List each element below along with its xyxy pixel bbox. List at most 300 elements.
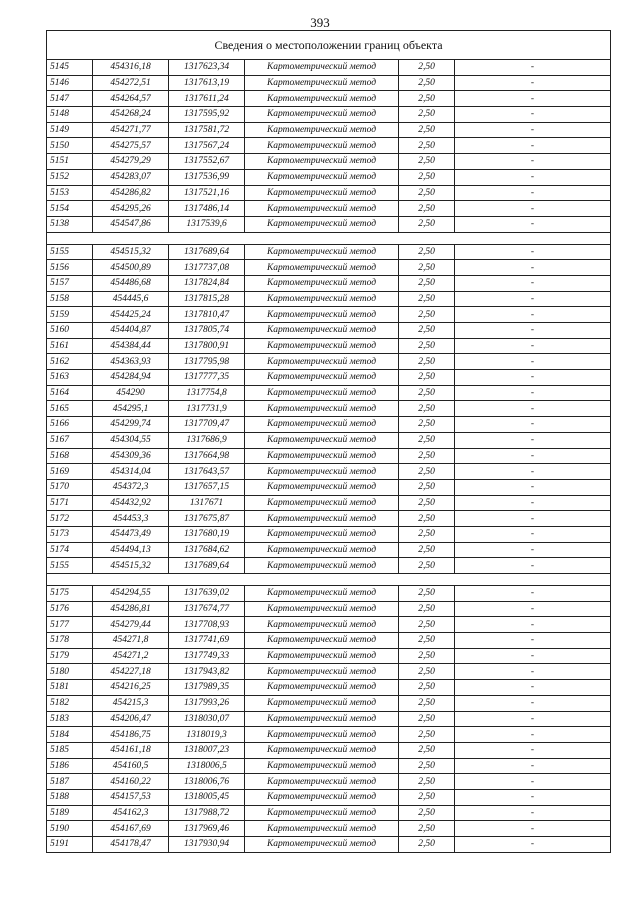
coord-x: 454160,22 bbox=[93, 774, 169, 790]
method: Картометрический метод bbox=[245, 91, 399, 107]
accuracy: 2,50 bbox=[399, 107, 455, 123]
accuracy: 2,50 bbox=[399, 680, 455, 696]
coord-x: 454432,92 bbox=[93, 495, 169, 511]
description: - bbox=[455, 464, 611, 480]
coord-y: 1317552,67 bbox=[169, 154, 245, 170]
description: - bbox=[455, 448, 611, 464]
method: Картометрический метод bbox=[245, 338, 399, 354]
coord-y: 1317536,99 bbox=[169, 169, 245, 185]
method: Картометрический метод bbox=[245, 370, 399, 386]
accuracy: 2,50 bbox=[399, 154, 455, 170]
table-row bbox=[47, 338, 611, 354]
point-number: 5170 bbox=[47, 479, 93, 495]
point-number: 5178 bbox=[47, 633, 93, 649]
coord-x: 454178,47 bbox=[93, 837, 169, 853]
point-number: 5180 bbox=[47, 664, 93, 680]
method: Картометрический метод bbox=[245, 107, 399, 123]
accuracy: 2,50 bbox=[399, 138, 455, 154]
point-number: 5149 bbox=[47, 122, 93, 138]
point-number: 5163 bbox=[47, 370, 93, 386]
coord-x: 454372,3 bbox=[93, 479, 169, 495]
description: - bbox=[455, 385, 611, 401]
coord-y: 1317657,15 bbox=[169, 479, 245, 495]
accuracy: 2,50 bbox=[399, 216, 455, 232]
coord-y: 1317969,46 bbox=[169, 821, 245, 837]
accuracy: 2,50 bbox=[399, 511, 455, 527]
description: - bbox=[455, 169, 611, 185]
coord-x: 454384,44 bbox=[93, 338, 169, 354]
point-number: 5175 bbox=[47, 586, 93, 602]
method: Картометрический метод bbox=[245, 821, 399, 837]
point-number: 5191 bbox=[47, 837, 93, 853]
coord-y: 1317741,69 bbox=[169, 633, 245, 649]
coord-y: 1318019,3 bbox=[169, 727, 245, 743]
point-number: 5166 bbox=[47, 417, 93, 433]
point-number: 5185 bbox=[47, 742, 93, 758]
coord-x: 454206,47 bbox=[93, 711, 169, 727]
method: Картометрический метод bbox=[245, 774, 399, 790]
coord-x: 454445,6 bbox=[93, 291, 169, 307]
coord-y: 1317754,8 bbox=[169, 385, 245, 401]
method: Картометрический метод bbox=[245, 154, 399, 170]
table-row bbox=[47, 401, 611, 417]
coord-y: 1318006,76 bbox=[169, 774, 245, 790]
method: Картометрический метод bbox=[245, 526, 399, 542]
table-row bbox=[47, 664, 611, 680]
point-number: 5164 bbox=[47, 385, 93, 401]
group-separator bbox=[47, 574, 611, 586]
point-number: 5138 bbox=[47, 216, 93, 232]
table-row bbox=[47, 185, 611, 201]
table-row bbox=[47, 617, 611, 633]
accuracy: 2,50 bbox=[399, 417, 455, 433]
table-title: Сведения о местоположении границ объекта bbox=[47, 31, 611, 60]
table-row bbox=[47, 558, 611, 574]
description: - bbox=[455, 774, 611, 790]
accuracy: 2,50 bbox=[399, 122, 455, 138]
method: Картометрический метод bbox=[245, 586, 399, 602]
point-number: 5161 bbox=[47, 338, 93, 354]
point-number: 5184 bbox=[47, 727, 93, 743]
table-row bbox=[47, 774, 611, 790]
description: - bbox=[455, 805, 611, 821]
table-row bbox=[47, 758, 611, 774]
point-number: 5165 bbox=[47, 401, 93, 417]
table-row bbox=[47, 432, 611, 448]
point-number: 5153 bbox=[47, 185, 93, 201]
method: Картометрический метод bbox=[245, 201, 399, 217]
accuracy: 2,50 bbox=[399, 711, 455, 727]
table-row bbox=[47, 511, 611, 527]
method: Картометрический метод bbox=[245, 448, 399, 464]
description: - bbox=[455, 260, 611, 276]
table-row bbox=[47, 107, 611, 123]
coord-y: 1317675,87 bbox=[169, 511, 245, 527]
coord-y: 1317639,02 bbox=[169, 586, 245, 602]
table-row bbox=[47, 169, 611, 185]
coord-x: 454216,25 bbox=[93, 680, 169, 696]
point-number: 5155 bbox=[47, 244, 93, 260]
coord-x: 454283,07 bbox=[93, 169, 169, 185]
method: Картометрический метод bbox=[245, 633, 399, 649]
coord-y: 1317581,72 bbox=[169, 122, 245, 138]
description: - bbox=[455, 432, 611, 448]
point-number: 5171 bbox=[47, 495, 93, 511]
description: - bbox=[455, 216, 611, 232]
coord-x: 454309,36 bbox=[93, 448, 169, 464]
coord-y: 1317988,72 bbox=[169, 805, 245, 821]
coord-x: 454162,3 bbox=[93, 805, 169, 821]
table-row bbox=[47, 448, 611, 464]
description: - bbox=[455, 201, 611, 217]
accuracy: 2,50 bbox=[399, 464, 455, 480]
coord-x: 454299,74 bbox=[93, 417, 169, 433]
method: Картометрический метод bbox=[245, 216, 399, 232]
accuracy: 2,50 bbox=[399, 617, 455, 633]
method: Картометрический метод bbox=[245, 260, 399, 276]
description: - bbox=[455, 727, 611, 743]
point-number: 5157 bbox=[47, 275, 93, 291]
point-number: 5162 bbox=[47, 354, 93, 370]
description: - bbox=[455, 479, 611, 495]
description: - bbox=[455, 307, 611, 323]
accuracy: 2,50 bbox=[399, 401, 455, 417]
coord-x: 454515,32 bbox=[93, 558, 169, 574]
accuracy: 2,50 bbox=[399, 169, 455, 185]
coord-x: 454304,55 bbox=[93, 432, 169, 448]
method: Картометрический метод bbox=[245, 479, 399, 495]
description: - bbox=[455, 91, 611, 107]
method: Картометрический метод bbox=[245, 323, 399, 339]
accuracy: 2,50 bbox=[399, 354, 455, 370]
table-row bbox=[47, 244, 611, 260]
description: - bbox=[455, 711, 611, 727]
coord-y: 1317800,91 bbox=[169, 338, 245, 354]
point-number: 5145 bbox=[47, 60, 93, 76]
method: Картометрический метод bbox=[245, 758, 399, 774]
table-row bbox=[47, 789, 611, 805]
coord-y: 1317993,26 bbox=[169, 695, 245, 711]
coord-x: 454264,57 bbox=[93, 91, 169, 107]
method: Картометрический метод bbox=[245, 495, 399, 511]
coord-y: 1317595,92 bbox=[169, 107, 245, 123]
table-title-row bbox=[47, 31, 611, 60]
description: - bbox=[455, 648, 611, 664]
accuracy: 2,50 bbox=[399, 244, 455, 260]
description: - bbox=[455, 526, 611, 542]
method: Картометрический метод bbox=[245, 354, 399, 370]
table-row bbox=[47, 323, 611, 339]
point-number: 5173 bbox=[47, 526, 93, 542]
coord-y: 1317689,64 bbox=[169, 558, 245, 574]
description: - bbox=[455, 244, 611, 260]
coord-y: 1317613,19 bbox=[169, 75, 245, 91]
method: Картометрический метод bbox=[245, 789, 399, 805]
accuracy: 2,50 bbox=[399, 789, 455, 805]
description: - bbox=[455, 837, 611, 853]
table-row bbox=[47, 201, 611, 217]
table-row bbox=[47, 291, 611, 307]
method: Картометрический метод bbox=[245, 695, 399, 711]
table-row bbox=[47, 648, 611, 664]
accuracy: 2,50 bbox=[399, 495, 455, 511]
coord-x: 454295,26 bbox=[93, 201, 169, 217]
accuracy: 2,50 bbox=[399, 307, 455, 323]
method: Картометрический метод bbox=[245, 617, 399, 633]
coord-y: 1317684,62 bbox=[169, 542, 245, 558]
accuracy: 2,50 bbox=[399, 526, 455, 542]
point-number: 5189 bbox=[47, 805, 93, 821]
point-number: 5183 bbox=[47, 711, 93, 727]
coord-x: 454271,2 bbox=[93, 648, 169, 664]
accuracy: 2,50 bbox=[399, 837, 455, 853]
coord-x: 454271,8 bbox=[93, 633, 169, 649]
coord-y: 1317930,94 bbox=[169, 837, 245, 853]
coord-x: 454279,44 bbox=[93, 617, 169, 633]
description: - bbox=[455, 617, 611, 633]
coord-x: 454215,3 bbox=[93, 695, 169, 711]
coord-x: 454515,32 bbox=[93, 244, 169, 260]
method: Картометрический метод bbox=[245, 542, 399, 558]
description: - bbox=[455, 417, 611, 433]
coord-x: 454286,81 bbox=[93, 601, 169, 617]
table-row bbox=[47, 633, 611, 649]
coord-y: 1317737,08 bbox=[169, 260, 245, 276]
method: Картометрический метод bbox=[245, 837, 399, 853]
description: - bbox=[455, 75, 611, 91]
coord-y: 1317810,47 bbox=[169, 307, 245, 323]
table-row bbox=[47, 742, 611, 758]
coord-x: 454286,82 bbox=[93, 185, 169, 201]
description: - bbox=[455, 60, 611, 76]
table-row bbox=[47, 75, 611, 91]
description: - bbox=[455, 291, 611, 307]
accuracy: 2,50 bbox=[399, 275, 455, 291]
point-number: 5147 bbox=[47, 91, 93, 107]
description: - bbox=[455, 586, 611, 602]
method: Картометрический метод bbox=[245, 558, 399, 574]
table-row bbox=[47, 805, 611, 821]
coord-y: 1317709,47 bbox=[169, 417, 245, 433]
coord-x: 454316,18 bbox=[93, 60, 169, 76]
point-number: 5148 bbox=[47, 107, 93, 123]
description: - bbox=[455, 495, 611, 511]
table-row bbox=[47, 601, 611, 617]
point-number: 5168 bbox=[47, 448, 93, 464]
coord-y: 1317567,24 bbox=[169, 138, 245, 154]
accuracy: 2,50 bbox=[399, 75, 455, 91]
coord-x: 454272,51 bbox=[93, 75, 169, 91]
coord-x: 454363,93 bbox=[93, 354, 169, 370]
coord-y: 1317731,9 bbox=[169, 401, 245, 417]
accuracy: 2,50 bbox=[399, 774, 455, 790]
coord-y: 1317674,77 bbox=[169, 601, 245, 617]
coord-x: 454227,18 bbox=[93, 664, 169, 680]
accuracy: 2,50 bbox=[399, 601, 455, 617]
coord-x: 454494,13 bbox=[93, 542, 169, 558]
table-row bbox=[47, 354, 611, 370]
description: - bbox=[455, 758, 611, 774]
method: Картометрический метод bbox=[245, 185, 399, 201]
accuracy: 2,50 bbox=[399, 648, 455, 664]
method: Картометрический метод bbox=[245, 244, 399, 260]
table-row bbox=[47, 711, 611, 727]
table-row bbox=[47, 275, 611, 291]
coord-x: 454453,3 bbox=[93, 511, 169, 527]
coord-x: 454425,24 bbox=[93, 307, 169, 323]
description: - bbox=[455, 107, 611, 123]
coord-y: 1317777,35 bbox=[169, 370, 245, 386]
coord-y: 1317643,57 bbox=[169, 464, 245, 480]
method: Картометрический метод bbox=[245, 664, 399, 680]
table-row bbox=[47, 464, 611, 480]
description: - bbox=[455, 558, 611, 574]
point-number: 5179 bbox=[47, 648, 93, 664]
accuracy: 2,50 bbox=[399, 323, 455, 339]
coord-x: 454275,57 bbox=[93, 138, 169, 154]
method: Картометрический метод bbox=[245, 464, 399, 480]
table-row bbox=[47, 821, 611, 837]
coord-x: 454268,24 bbox=[93, 107, 169, 123]
description: - bbox=[455, 542, 611, 558]
coord-x: 454404,87 bbox=[93, 323, 169, 339]
coord-x: 454294,55 bbox=[93, 586, 169, 602]
table-row bbox=[47, 307, 611, 323]
point-number: 5152 bbox=[47, 169, 93, 185]
method: Картометрический метод bbox=[245, 805, 399, 821]
description: - bbox=[455, 275, 611, 291]
accuracy: 2,50 bbox=[399, 821, 455, 837]
point-number: 5176 bbox=[47, 601, 93, 617]
description: - bbox=[455, 154, 611, 170]
table-row bbox=[47, 495, 611, 511]
method: Картометрический метод bbox=[245, 511, 399, 527]
description: - bbox=[455, 138, 611, 154]
coord-x: 454547,86 bbox=[93, 216, 169, 232]
accuracy: 2,50 bbox=[399, 805, 455, 821]
table-row bbox=[47, 60, 611, 76]
point-number: 5188 bbox=[47, 789, 93, 805]
group-separator-row bbox=[47, 232, 611, 244]
coord-y: 1317795,98 bbox=[169, 354, 245, 370]
coord-y: 1318007,23 bbox=[169, 742, 245, 758]
description: - bbox=[455, 323, 611, 339]
accuracy: 2,50 bbox=[399, 558, 455, 574]
point-number: 5156 bbox=[47, 260, 93, 276]
point-number: 5182 bbox=[47, 695, 93, 711]
description: - bbox=[455, 122, 611, 138]
method: Картометрический метод bbox=[245, 417, 399, 433]
boundary-table bbox=[46, 30, 611, 853]
coord-y: 1318005,45 bbox=[169, 789, 245, 805]
coord-y: 1317680,19 bbox=[169, 526, 245, 542]
coord-y: 1318006,5 bbox=[169, 758, 245, 774]
accuracy: 2,50 bbox=[399, 291, 455, 307]
table-row bbox=[47, 542, 611, 558]
table-row bbox=[47, 154, 611, 170]
table-row bbox=[47, 138, 611, 154]
boundary-table-container bbox=[46, 30, 610, 853]
accuracy: 2,50 bbox=[399, 542, 455, 558]
point-number: 5187 bbox=[47, 774, 93, 790]
point-number: 5159 bbox=[47, 307, 93, 323]
coord-x: 454167,69 bbox=[93, 821, 169, 837]
coord-y: 1317749,33 bbox=[169, 648, 245, 664]
table-row bbox=[47, 680, 611, 696]
point-number: 5177 bbox=[47, 617, 93, 633]
description: - bbox=[455, 664, 611, 680]
description: - bbox=[455, 821, 611, 837]
accuracy: 2,50 bbox=[399, 432, 455, 448]
coord-x: 454161,18 bbox=[93, 742, 169, 758]
table-row bbox=[47, 385, 611, 401]
accuracy: 2,50 bbox=[399, 479, 455, 495]
point-number: 5190 bbox=[47, 821, 93, 837]
point-number: 5167 bbox=[47, 432, 93, 448]
table-row bbox=[47, 727, 611, 743]
accuracy: 2,50 bbox=[399, 695, 455, 711]
description: - bbox=[455, 185, 611, 201]
coord-y: 1317539,6 bbox=[169, 216, 245, 232]
coord-x: 454314,04 bbox=[93, 464, 169, 480]
coord-y: 1317611,24 bbox=[169, 91, 245, 107]
coord-x: 454160,5 bbox=[93, 758, 169, 774]
table-row bbox=[47, 122, 611, 138]
page-number: 393 bbox=[310, 15, 330, 30]
accuracy: 2,50 bbox=[399, 370, 455, 386]
method: Картометрический метод bbox=[245, 680, 399, 696]
coord-y: 1317689,64 bbox=[169, 244, 245, 260]
method: Картометрический метод bbox=[245, 711, 399, 727]
table-row bbox=[47, 260, 611, 276]
accuracy: 2,50 bbox=[399, 185, 455, 201]
coord-y: 1317815,28 bbox=[169, 291, 245, 307]
coord-x: 454290 bbox=[93, 385, 169, 401]
coord-y: 1317623,34 bbox=[169, 60, 245, 76]
description: - bbox=[455, 680, 611, 696]
table-row bbox=[47, 695, 611, 711]
point-number: 5172 bbox=[47, 511, 93, 527]
point-number: 5146 bbox=[47, 75, 93, 91]
coord-y: 1317521,16 bbox=[169, 185, 245, 201]
accuracy: 2,50 bbox=[399, 633, 455, 649]
accuracy: 2,50 bbox=[399, 727, 455, 743]
accuracy: 2,50 bbox=[399, 758, 455, 774]
accuracy: 2,50 bbox=[399, 664, 455, 680]
method: Картометрический метод bbox=[245, 122, 399, 138]
coord-y: 1317671 bbox=[169, 495, 245, 511]
method: Картометрический метод bbox=[245, 401, 399, 417]
coord-x: 454473,49 bbox=[93, 526, 169, 542]
accuracy: 2,50 bbox=[399, 260, 455, 276]
description: - bbox=[455, 742, 611, 758]
coord-y: 1317824,84 bbox=[169, 275, 245, 291]
point-number: 5186 bbox=[47, 758, 93, 774]
description: - bbox=[455, 370, 611, 386]
group-separator-row bbox=[47, 574, 611, 586]
accuracy: 2,50 bbox=[399, 385, 455, 401]
table-row bbox=[47, 216, 611, 232]
accuracy: 2,50 bbox=[399, 60, 455, 76]
coord-x: 454486,68 bbox=[93, 275, 169, 291]
description: - bbox=[455, 338, 611, 354]
method: Картометрический метод bbox=[245, 138, 399, 154]
table-row bbox=[47, 479, 611, 495]
coord-y: 1317805,74 bbox=[169, 323, 245, 339]
description: - bbox=[455, 789, 611, 805]
point-number: 5151 bbox=[47, 154, 93, 170]
coord-y: 1317686,9 bbox=[169, 432, 245, 448]
